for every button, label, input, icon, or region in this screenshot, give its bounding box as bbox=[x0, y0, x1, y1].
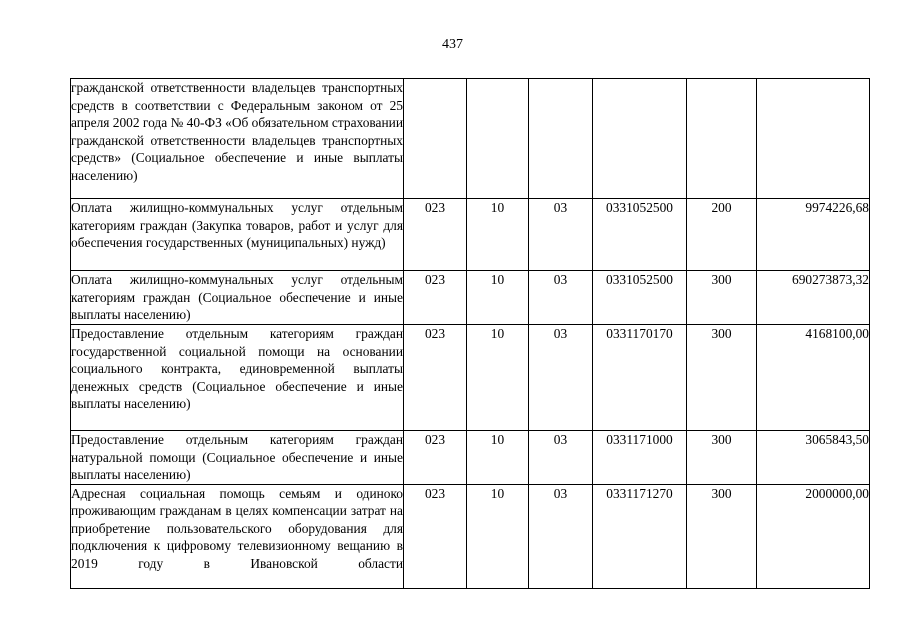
subsection-code: 03 bbox=[529, 325, 593, 431]
subsection-code bbox=[529, 79, 593, 199]
row-description: Оплата жилищно-коммунальных услуг отдельным категориям граждан (Закупка товаров, работ и услуг для обеспечения государственных (муниципальных) нужд) bbox=[71, 199, 404, 271]
expense-type-code bbox=[687, 79, 757, 199]
ministry-code bbox=[404, 79, 467, 199]
subsection-code: 03 bbox=[529, 431, 593, 485]
section-code: 10 bbox=[467, 325, 529, 431]
table-row bbox=[71, 484, 870, 588]
subsection-code: 03 bbox=[529, 199, 593, 271]
amount: 3065843,50 bbox=[757, 431, 870, 485]
table-row bbox=[71, 431, 870, 485]
expense-type-code: 200 bbox=[687, 199, 757, 271]
row-description-text: Адресная социальная помощь семьям и одиноко проживающим гражданам в целях компенсации затрат на приобретение пользовательского оборудования для подключения к цифровому телевизионному вещанию в 2019 году в Ивановской области bbox=[71, 485, 403, 571]
amount: 9974226,68 bbox=[757, 199, 870, 271]
target-article-code: 0331170170 bbox=[593, 325, 687, 431]
ministry-code: 023 bbox=[404, 271, 467, 325]
amount: 690273873,32 bbox=[757, 271, 870, 325]
section-code: 10 bbox=[467, 431, 529, 485]
subsection-code: 03 bbox=[529, 271, 593, 325]
section-code: 10 bbox=[467, 199, 529, 271]
table-row bbox=[71, 199, 870, 271]
ministry-code: 023 bbox=[404, 199, 467, 271]
budget-table bbox=[70, 78, 870, 589]
subsection-code: 03 bbox=[529, 484, 593, 588]
target-article-code: 0331052500 bbox=[593, 199, 687, 271]
table-row bbox=[71, 325, 870, 431]
target-article-code bbox=[593, 79, 687, 199]
ministry-code: 023 bbox=[404, 484, 467, 588]
amount bbox=[757, 79, 870, 199]
row-description bbox=[71, 484, 404, 588]
table-row bbox=[71, 79, 870, 199]
ministry-code: 023 bbox=[404, 325, 467, 431]
expense-type-code: 300 bbox=[687, 484, 757, 588]
amount: 2000000,00 bbox=[757, 484, 870, 588]
section-code: 10 bbox=[467, 271, 529, 325]
page-number: 437 bbox=[442, 37, 463, 52]
target-article-code: 0331052500 bbox=[593, 271, 687, 325]
section-code: 10 bbox=[467, 484, 529, 588]
section-code bbox=[467, 79, 529, 199]
expense-type-code: 300 bbox=[687, 271, 757, 325]
row-description: Предоставление отдельным категориям граждан государственной социальной помощи на основании социального контракта, единовременной выплаты денежных средств (Социальное обеспечение и иные выплаты населению) bbox=[71, 325, 404, 431]
ministry-code: 023 bbox=[404, 431, 467, 485]
amount: 4168100,00 bbox=[757, 325, 870, 431]
expense-type-code: 300 bbox=[687, 325, 757, 431]
row-description: Предоставление отдельным категориям граждан натуральной помощи (Социальное обеспечение и иные выплаты населению) bbox=[71, 432, 403, 482]
table-row bbox=[71, 271, 870, 325]
row-description: гражданской ответственности владельцев транспортных средств в соответствии с Федеральным законом от 25 апреля 2002 года № 40-ФЗ «Об обязательном страховании гражданской ответственности владельцев транспортных средств» (Социальное обеспечение и иные выплаты населению) bbox=[71, 79, 404, 199]
target-article-code: 0331171000 bbox=[593, 431, 687, 485]
row-description: Оплата жилищно-коммунальных услуг отдельным категориям граждан (Социальное обеспечение и иные выплаты населению) bbox=[71, 271, 404, 325]
expense-type-code: 300 bbox=[687, 431, 757, 485]
target-article-code: 0331171270 bbox=[593, 484, 687, 588]
